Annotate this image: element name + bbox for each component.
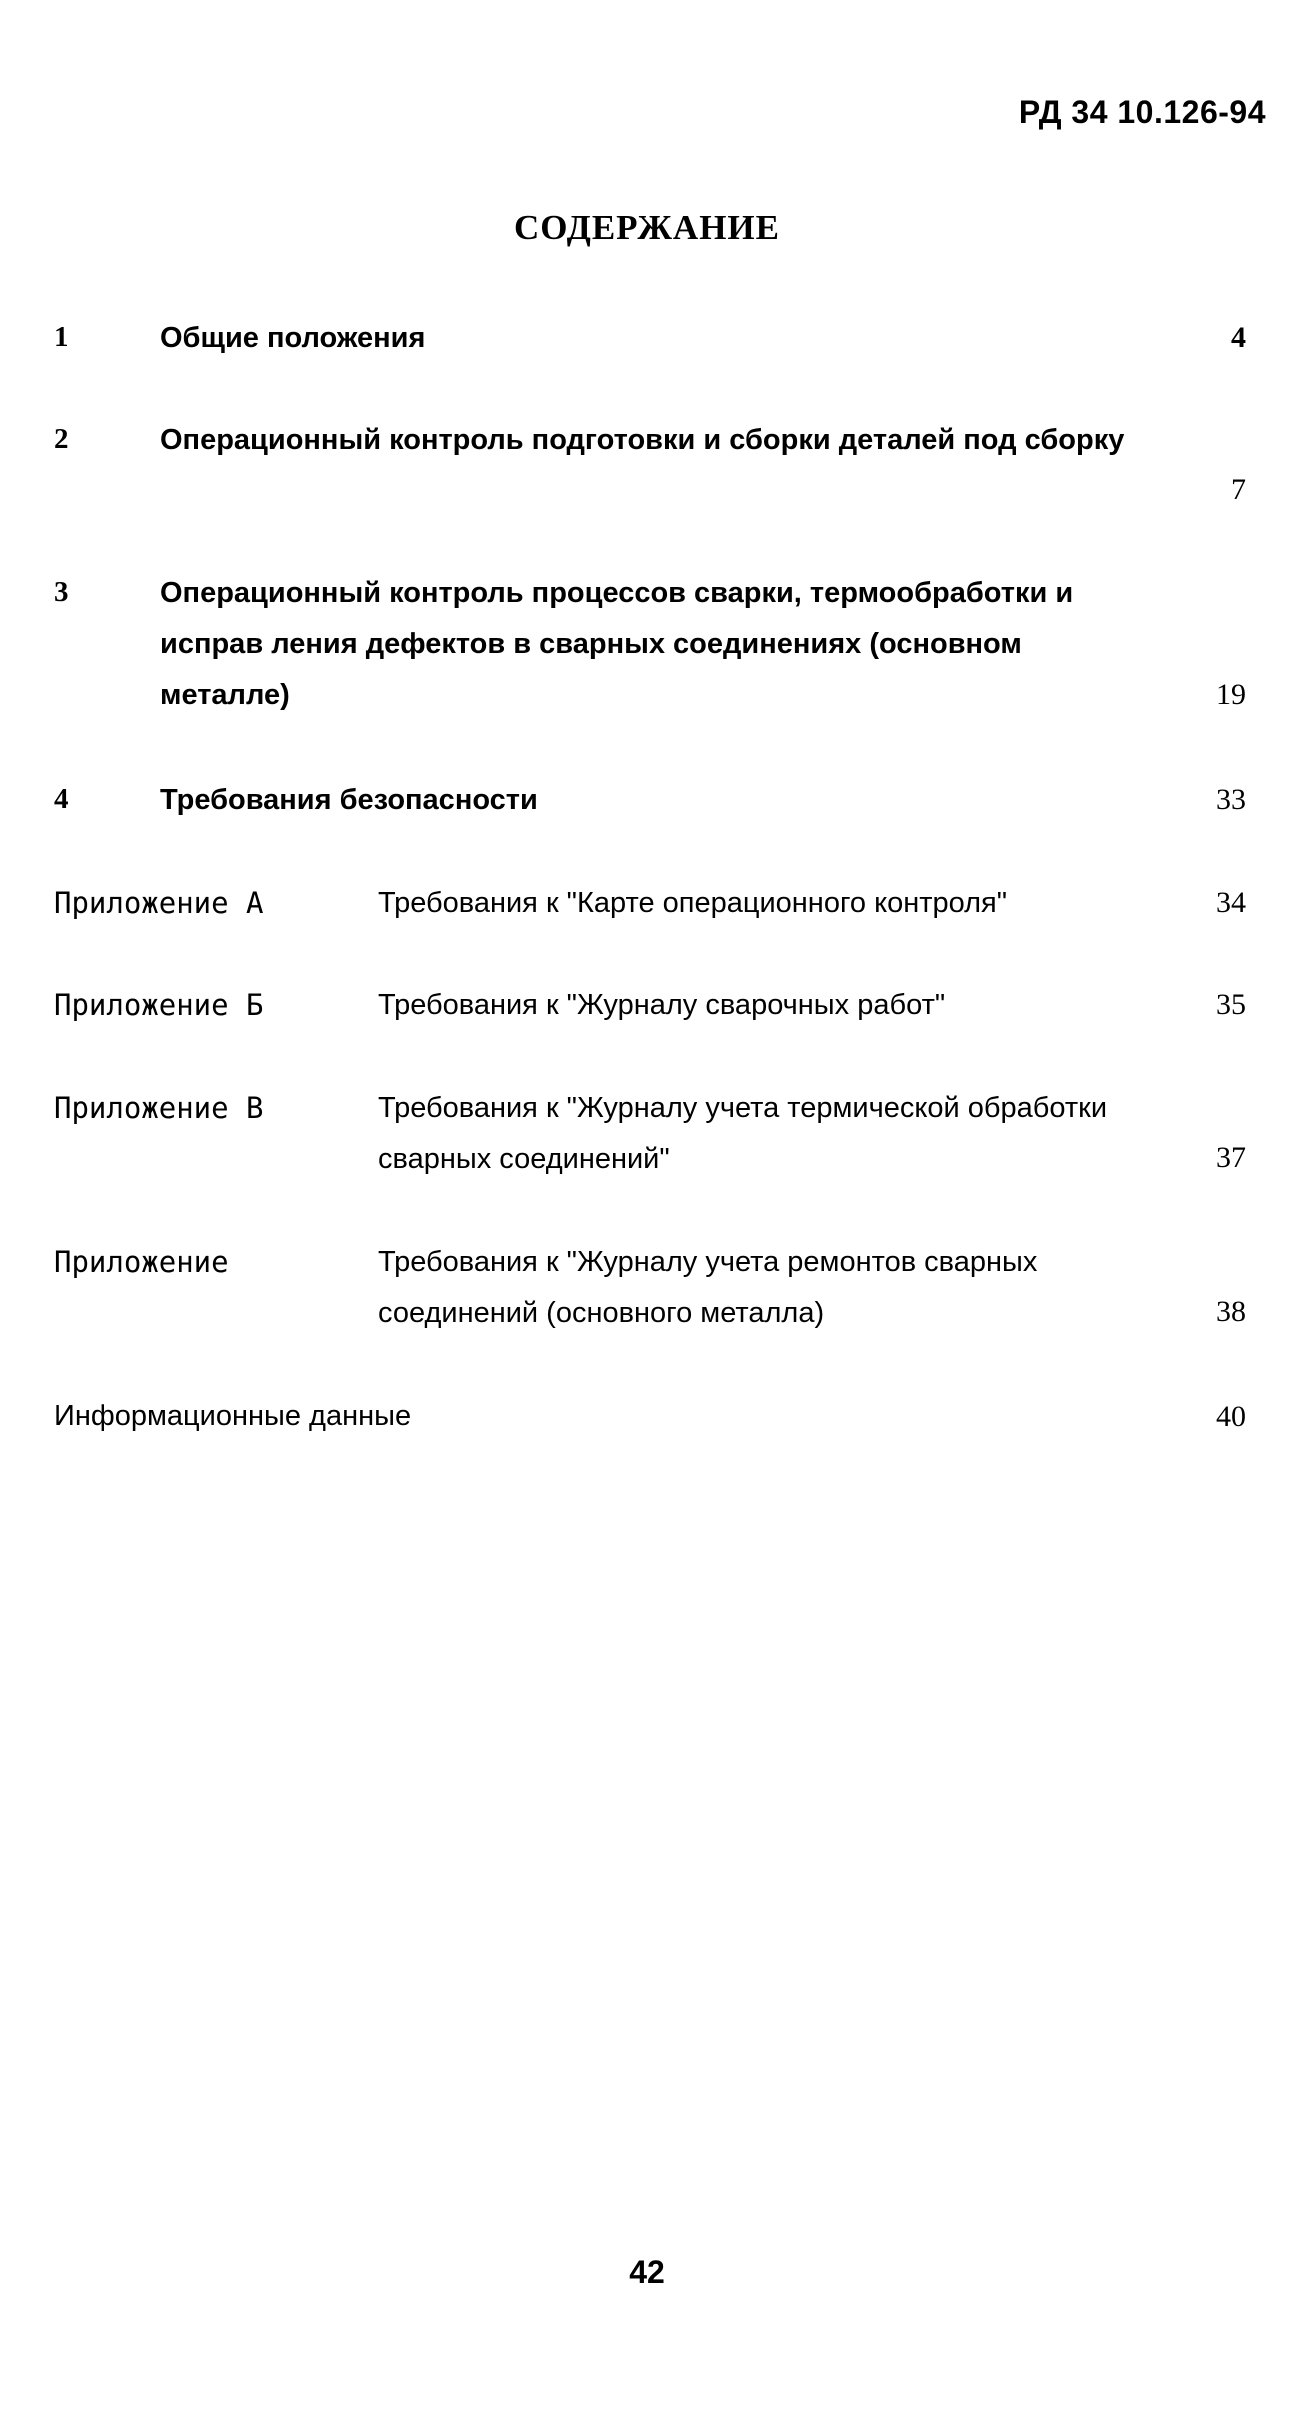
page-number: 40 [1216, 1400, 1246, 1433]
appendix-title: Требования к "Журналу учета ремонтов сварных соединений (основного металла) [378, 1246, 1038, 1329]
section-title: Требования безопасности [160, 784, 538, 816]
appendix-title: Требования к "Журналу сварочных работ" [378, 989, 946, 1021]
info-title: Информационные данные [54, 1400, 412, 1432]
appendix-title: Требования к "Журналу учета термической обработки сварных соединений" [378, 1092, 1108, 1175]
section-title: Операционный контроль подготовки и сборки деталей под сборку [160, 424, 1125, 456]
section-title: Общие положения [160, 322, 426, 354]
section-number: 1 [54, 321, 69, 353]
appendix-label: Приложение А [54, 886, 264, 920]
page-number: 35 [1216, 988, 1246, 1021]
page-number: 7 [1231, 473, 1246, 506]
toc-title: СОДЕРЖАНИЕ [513, 208, 780, 247]
page-number: 4 [1231, 321, 1246, 354]
appendix-label: Приложение В [54, 1091, 264, 1125]
footer-page-number: 42 [629, 2254, 665, 2290]
page-number: 37 [1216, 1141, 1246, 1174]
page-number: 33 [1216, 783, 1246, 816]
section-number: 4 [54, 783, 69, 815]
appendix-label: Приложение [54, 1245, 229, 1279]
appendix-title: Требования к "Карте операционного контроля" [378, 887, 1008, 919]
page-number: 38 [1216, 1295, 1246, 1328]
section-number: 3 [54, 576, 69, 608]
section-number: 2 [54, 423, 69, 455]
document-code: РД 34 10.126-94 [1018, 94, 1266, 130]
page-number: 34 [1216, 886, 1246, 919]
page-number: 19 [1216, 678, 1246, 711]
appendix-label: Приложение Б [54, 988, 264, 1022]
section-title: Операционный контроль процессов сварки, термообработки и исправ ления дефектов в сварных соединениях (основном металле) [160, 577, 1074, 711]
